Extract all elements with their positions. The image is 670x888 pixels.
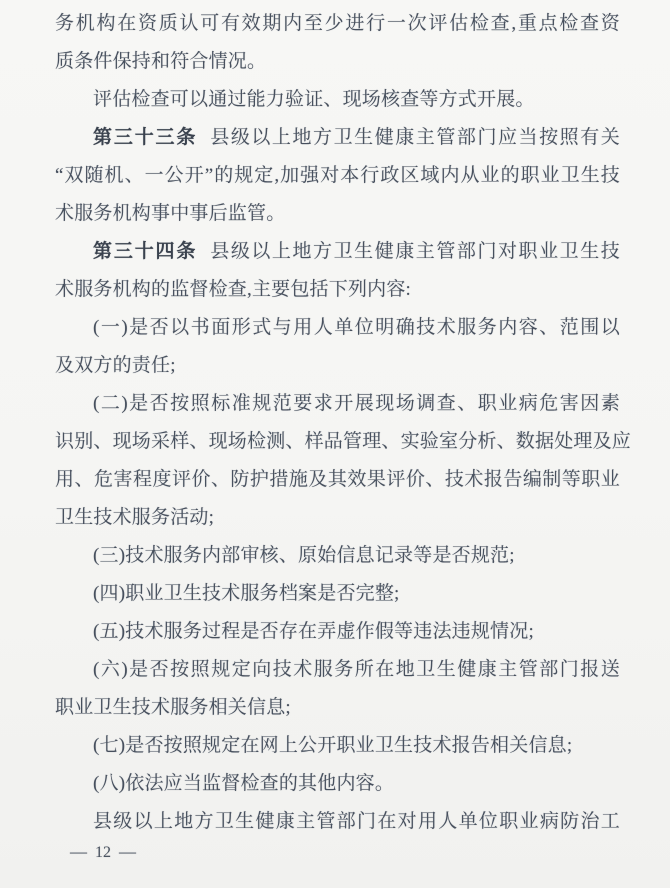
article-33-text: 县级以上地方卫生健康主管部门应当按照有关 [210, 127, 620, 148]
text-line: 评估检查可以通过能力验证、现场核查等方式开展。 [93, 89, 535, 110]
list-item-4-line: (四)职业卫生技术服务档案是否完整; [93, 583, 400, 604]
page-number: 12 [95, 844, 111, 861]
list-item-5-line: (五)技术服务过程是否存在弄虚作假等违法违规情况; [93, 621, 534, 642]
text-line: 及双方的责任; [55, 355, 176, 376]
article-34-number: 第三十四条 [93, 241, 198, 262]
text-line: 卫生技术服务活动; [55, 507, 215, 528]
article-33-number: 第三十三条 [93, 127, 198, 148]
footer-dash-left: — [70, 842, 87, 861]
list-item-2-line: (二)是否按照标准规范要求开展现场调查、职业病危害因素 [93, 393, 620, 414]
text-line: “双随机、一公开”的规定,加强对本行政区域内从业的职业卫生技 [55, 165, 620, 186]
footer-dash-right: — [119, 842, 136, 861]
text-line: 术服务机构事中事后监管。 [55, 203, 286, 224]
list-item-3-line: (三)技术服务内部审核、原始信息记录等是否规范; [93, 545, 515, 566]
article-34-heading-line [55, 233, 620, 271]
text-line: 职业卫生技术服务相关信息; [55, 697, 291, 718]
text-line: 用、危害程度评价、防护措施及其效果评价、技术报告编制等职业 [55, 469, 620, 490]
article-34-text: 县级以上地方卫生健康主管部门对职业卫生技 [210, 241, 620, 262]
text-line: 术服务机构的监督检查,主要包括下列内容: [55, 279, 412, 300]
list-item-7-line: (七)是否按照规定在网上公开职业卫生技术报告相关信息; [93, 735, 573, 756]
list-item-1-line: (一)是否以书面形式与用人单位明确技术服务内容、范围以 [93, 317, 620, 338]
list-item-8-line: (八)依法应当监督检查的其他内容。 [93, 773, 395, 794]
page-footer [70, 843, 136, 861]
text-line: 县级以上地方卫生健康主管部门在对用人单位职业病防治工 [93, 811, 620, 832]
text-line: 务机构在资质认可有效期内至少进行一次评估检查,重点检查资 [55, 13, 620, 34]
text-line: 质条件保持和符合情况。 [55, 51, 267, 72]
list-item-6-line: (六)是否按照规定向技术服务所在地卫生健康主管部门报送 [93, 659, 620, 680]
text-line: 识别、现场采样、现场检测、样品管理、实验室分析、数据处理及应 [55, 431, 632, 452]
article-33-heading-line [55, 119, 620, 157]
